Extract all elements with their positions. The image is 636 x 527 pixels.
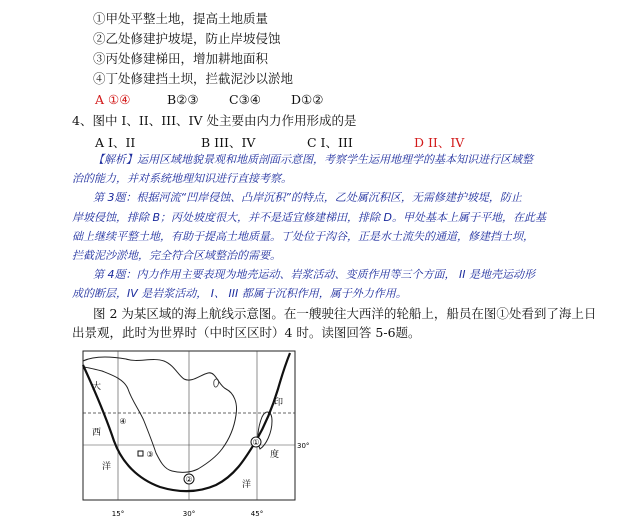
lon-label-15: 15° [111, 510, 125, 518]
q4-answer-a: A I、II [95, 135, 136, 150]
ocean-label-yang2: 洋 [242, 480, 252, 490]
q4-answer-b: B III、IV [201, 135, 256, 150]
analysis-line-4: 岸坡侵蚀，排除 B；丙处坡度很大，并不是适宜修建梯田，排除 D。甲处基本上属于平地，在此基 [72, 211, 547, 224]
lat-label-30: 30° [297, 442, 310, 450]
lon-label-30: 30° [182, 510, 196, 518]
stop-label-3: ③ [146, 450, 154, 459]
q3-answer-b: B②③ [167, 92, 199, 107]
lon-label-45: 45° [250, 510, 264, 518]
q4-answer-d: D II、IV [414, 135, 465, 150]
q4-stem: 4、图中 I、II、III、IV 处主要由内力作用形成的是 [72, 113, 357, 128]
analysis-line-3: 第 3题：根据河流“凹岸侵蚀、凸岸沉积”的特点，乙处属沉积区，无需修建护坡堤，防止 [93, 191, 522, 204]
analysis-line-1: 【解析】运用区域地貌景观和地质剖面示意图，考察学生运用地理学的基本知识进行区域整 [93, 153, 533, 166]
stop-label-1: ① [252, 438, 260, 447]
q3-answer-a: A ①④ [95, 92, 131, 107]
ocean-label-yang: 洋 [102, 462, 112, 472]
analysis-line-5: 础上继续平整土地，有助于提高土地质量。丁处位于沟谷，正是水土流失的通道，修建挡土坝， [72, 230, 534, 243]
q3-answer-c: C③④ [229, 92, 261, 107]
stop-label-2: ② [185, 475, 193, 484]
analysis-line-6: 拦截泥沙淤地，完全符合区域整治的需要。 [72, 249, 281, 262]
ocean-label-yin: 印 [274, 398, 284, 408]
port-marker-3 [138, 451, 143, 456]
stop-label-4: ④ [119, 417, 127, 426]
ocean-label-xi: 西 [92, 428, 102, 438]
q3-answer-d: D①② [291, 92, 324, 107]
q4-answer-c: C I、III [307, 135, 353, 150]
q3-option-2: ②乙处修建护坡堤，防止岸坡侵蚀 [93, 31, 281, 46]
analysis-line-2: 治的能力，并对系统地理知识进行直接考察。 [72, 172, 292, 185]
intro-line-2: 出景观，此时为世界时（中时区区时）4 时。读图回答 5-6题。 [72, 325, 421, 340]
ocean-label-da: 大 [92, 382, 102, 392]
q3-option-1: ①甲处平整土地，提高土地质量 [93, 11, 269, 26]
intro-line-1: 图 2 为某区域的海上航线示意图。在一艘驶往大西洋的轮船上，船员在图①处看到了海上日 [93, 306, 597, 321]
analysis-line-7: 第 4题：内力作用主要表现为地壳运动、岩浆活动、变质作用等三个方面， II 是地壳运动形 [93, 268, 535, 281]
route-map [66, 345, 310, 523]
route-map-svg [66, 345, 310, 523]
analysis-line-8: 成的断层，IV 是岩浆活动， I、 III 都属于沉积作用，属于外力作用。 [72, 287, 407, 300]
q3-option-4: ④丁处修建挡土坝，拦截泥沙以淤地 [93, 71, 294, 86]
ocean-label-du: 度 [270, 450, 280, 460]
q3-option-3: ③丙处修建梯田，增加耕地面积 [93, 51, 269, 66]
